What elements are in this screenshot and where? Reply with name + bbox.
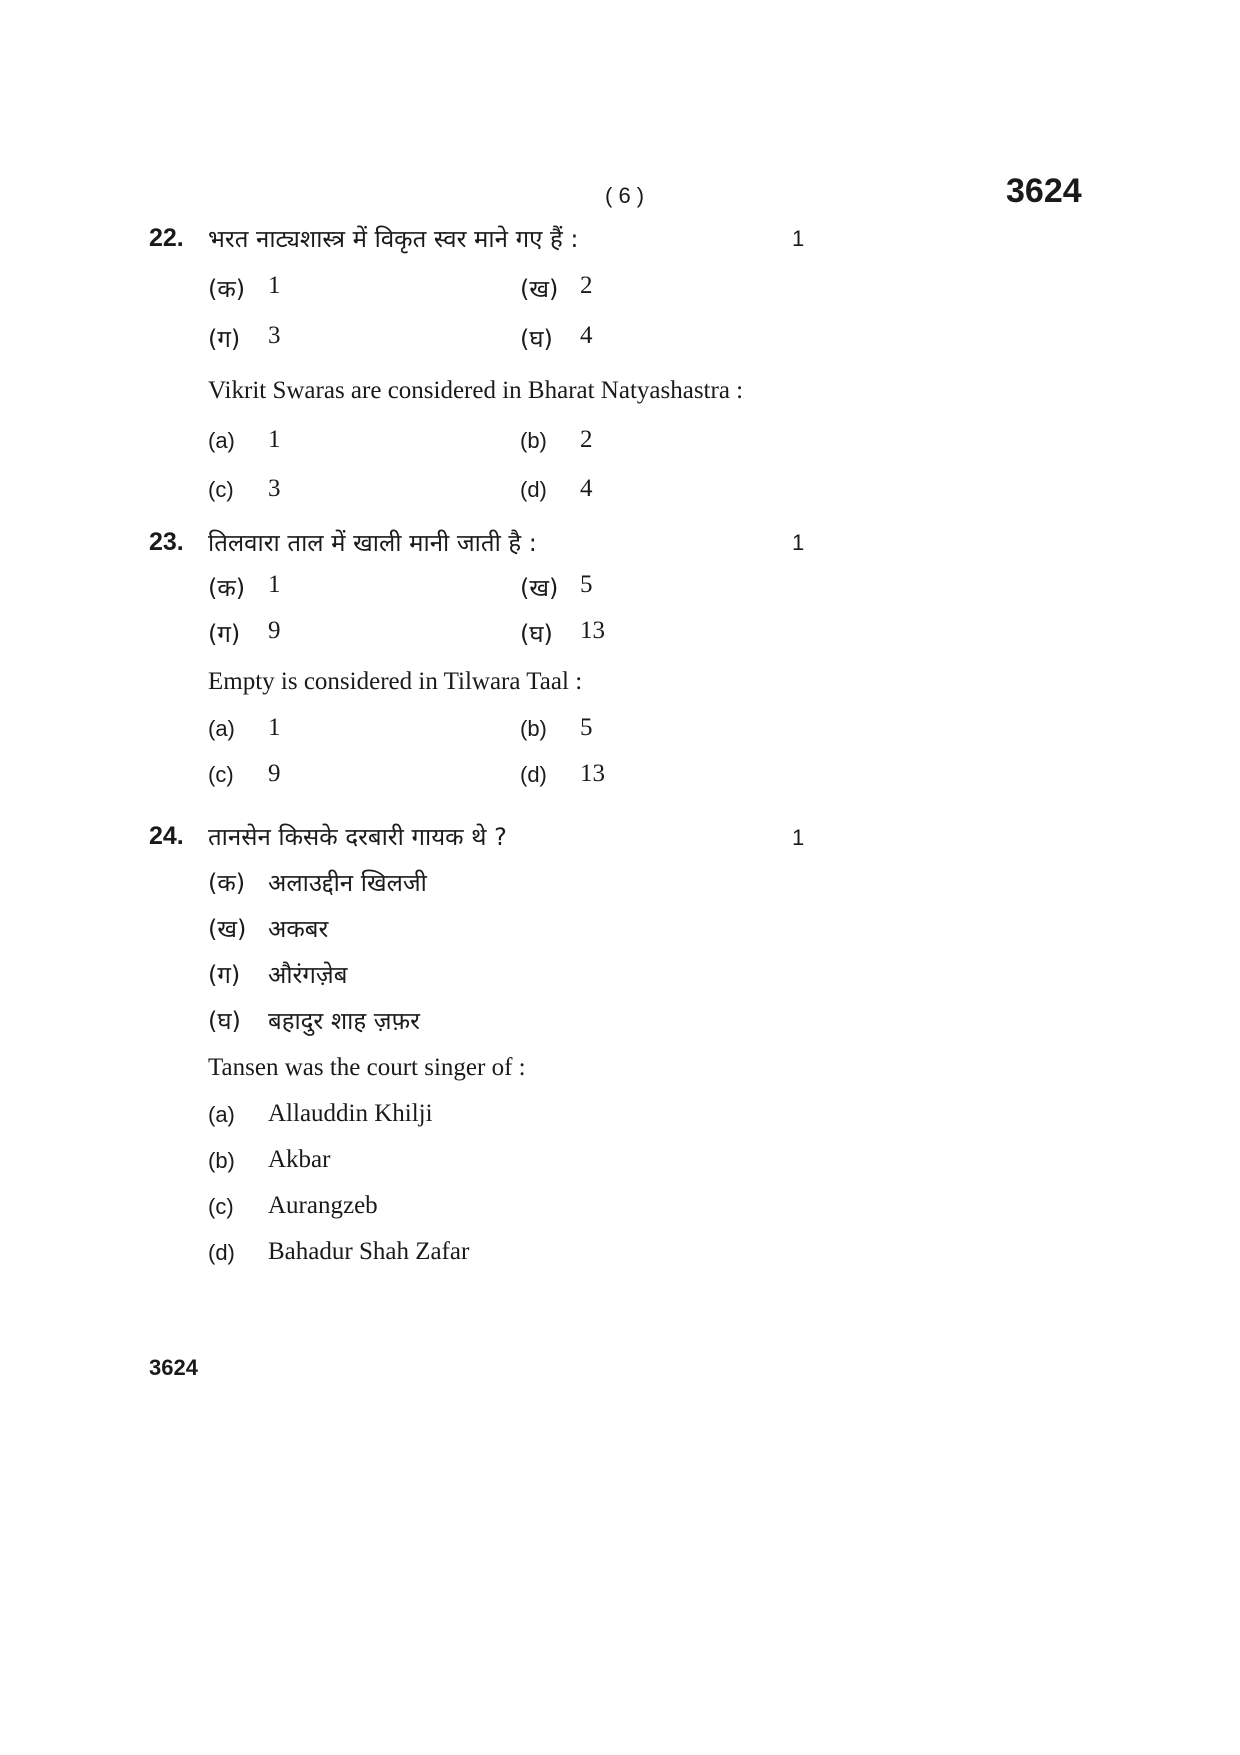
option-label: (c) — [208, 477, 234, 502]
option-value: 2 — [580, 272, 593, 299]
option-label: (b) — [208, 1148, 235, 1173]
option-value: 1 — [268, 714, 281, 741]
question-text-english: Tansen was the court singer of : — [208, 1054, 526, 1081]
question-text-english: Vikrit Swaras are considered in Bharat Natyashastra : — [208, 377, 744, 404]
option-label: (क) — [208, 574, 246, 602]
option-value: 1 — [268, 272, 281, 299]
option-value: Allauddin Khilji — [268, 1100, 433, 1127]
option-value: 1 — [268, 571, 281, 598]
option-label: (d) — [520, 477, 547, 502]
option-value: 4 — [580, 322, 593, 349]
option-label: (a) — [208, 1102, 235, 1127]
option-label: (घ) — [520, 325, 553, 353]
question-text-english: Empty is considered in Tilwara Taal : — [208, 668, 583, 695]
option-value: Bahadur Shah Zafar — [268, 1238, 470, 1265]
option-value: 1 — [268, 426, 281, 453]
option-label: (c) — [208, 1194, 234, 1219]
option-label: (c) — [208, 762, 234, 787]
option-label: (क) — [208, 275, 246, 303]
question-number: 23. — [149, 528, 184, 556]
paper-code-footer: 3624 — [149, 1355, 198, 1380]
option-value: 9 — [268, 760, 281, 787]
option-label: (ग) — [208, 325, 241, 353]
option-label: (ग) — [208, 620, 241, 648]
option-value: बहादुर शाह ज़फ़र — [268, 1007, 420, 1035]
option-value: औरंगज़ेब — [268, 961, 348, 989]
question-text-hindi: तानसेन किसके दरबारी गायक थे ? — [208, 823, 507, 851]
page-number: ( 6 ) — [605, 183, 645, 208]
option-value: 5 — [580, 714, 593, 741]
question-text-hindi: भरत नाट्यशास्त्र में विकृत स्वर माने गए हैं : — [208, 225, 579, 253]
question-number: 24. — [149, 822, 184, 850]
question-number: 22. — [149, 224, 184, 252]
option-value: 13 — [580, 760, 605, 787]
option-label: (घ) — [520, 620, 553, 648]
option-value: 2 — [580, 426, 593, 453]
option-label: (घ) — [208, 1007, 241, 1035]
option-value: 3 — [268, 322, 281, 349]
marks: 1 — [792, 825, 805, 850]
option-label: (ख) — [520, 275, 559, 303]
option-value: 5 — [580, 571, 593, 598]
option-label: (b) — [520, 428, 547, 453]
option-value: 13 — [580, 617, 605, 644]
option-label: (d) — [520, 762, 547, 787]
option-label: (a) — [208, 716, 235, 741]
option-label: (a) — [208, 428, 235, 453]
option-value: 9 — [268, 617, 281, 644]
marks: 1 — [792, 530, 805, 555]
option-label: (क) — [208, 869, 246, 897]
option-label: (ख) — [208, 915, 247, 943]
option-value: अलाउद्दीन खिलजी — [268, 869, 427, 897]
option-label: (d) — [208, 1240, 235, 1265]
paper-code-header: 3624 — [1006, 172, 1082, 210]
option-label: (ख) — [520, 574, 559, 602]
option-label: (ग) — [208, 961, 241, 989]
option-label: (b) — [520, 716, 547, 741]
option-value: 3 — [268, 475, 281, 502]
marks: 1 — [792, 226, 805, 251]
option-value: अकबर — [268, 915, 329, 943]
option-value: 4 — [580, 475, 593, 502]
option-value: Akbar — [268, 1146, 331, 1173]
question-text-hindi: तिलवारा ताल में खाली मानी जाती है : — [208, 529, 537, 557]
option-value: Aurangzeb — [268, 1192, 378, 1219]
